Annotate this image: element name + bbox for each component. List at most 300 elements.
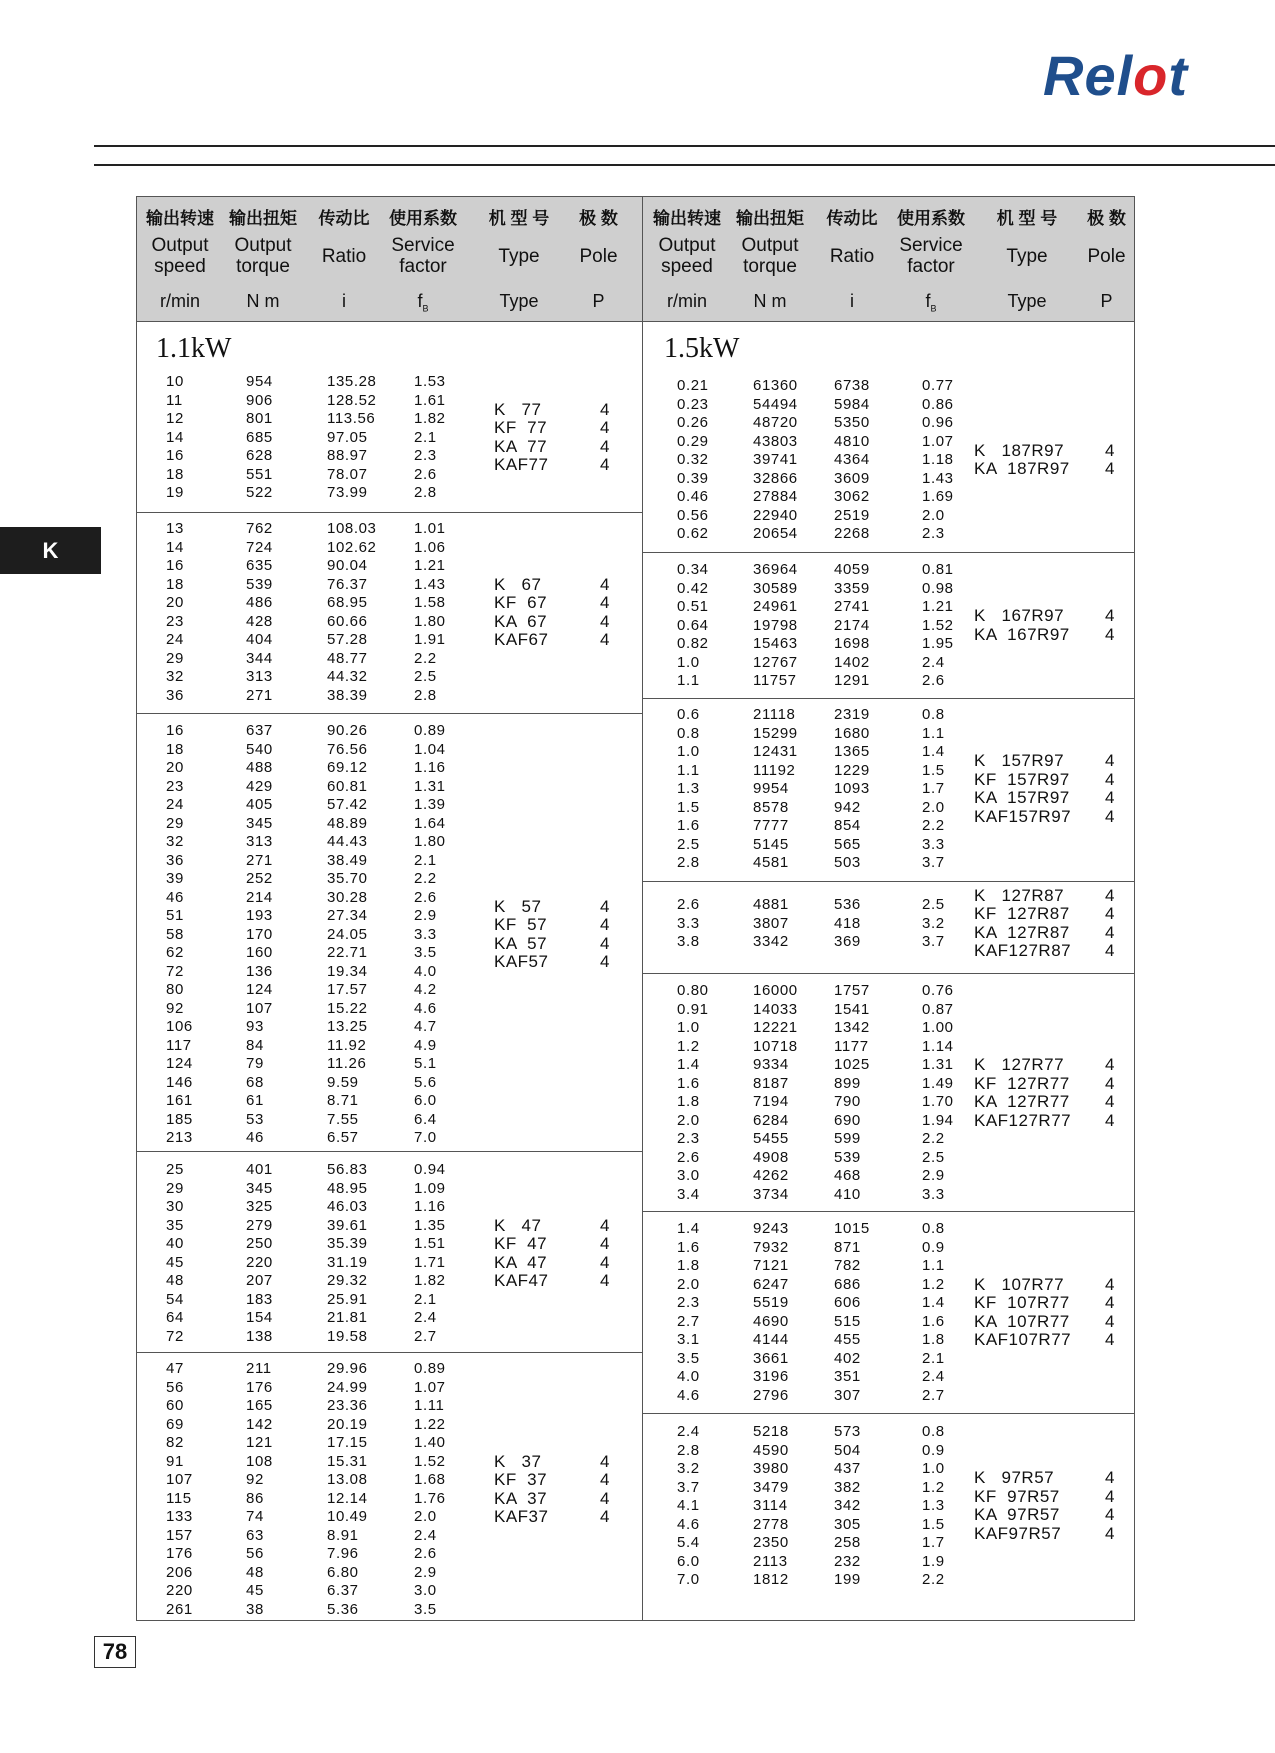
left-g3-row1-col0: 29 <box>166 1179 184 1197</box>
header-en-right-5: Pole <box>1087 246 1126 267</box>
right-g6-row3-col2: 382 <box>834 1478 861 1496</box>
left-g4-row6-col3: 1.68 <box>414 1471 446 1488</box>
right-g4-pole-1: 4 <box>1105 1073 1115 1093</box>
header-en-left-5: Pole <box>579 246 618 267</box>
right-g2-row6-col0: 1.6 <box>677 817 700 834</box>
right-g4-row11-col2: 410 <box>834 1185 861 1203</box>
right-g4-row1-col2: 1541 <box>834 1000 870 1018</box>
left-g2-row17-col2: 11.92 <box>327 1036 367 1054</box>
right-g5-row6-col0: 3.1 <box>677 1331 700 1348</box>
left-g2-row1-col2: 76.56 <box>327 740 368 758</box>
left-g4-row9-col1: 63 <box>246 1526 264 1544</box>
header-cn-left-3: 使用系数 <box>389 209 457 228</box>
left-g2-row7-col3: 2.1 <box>414 851 437 869</box>
right-g2-pole-1: 4 <box>1105 769 1115 789</box>
left-g1-row3-col0: 18 <box>166 575 184 593</box>
right-g2-type-0: K 157R97 <box>974 751 1065 771</box>
left-g4-row8-col1: 74 <box>246 1508 264 1525</box>
left-g2-row16-col2: 13.25 <box>327 1018 368 1035</box>
left-g2-row22-col3: 7.0 <box>414 1129 437 1146</box>
left-g4-row8-col3: 2.0 <box>414 1508 437 1525</box>
left-g2-row2-col0: 20 <box>166 759 184 776</box>
right-g0-row2-col1: 48720 <box>753 414 798 431</box>
right-g4-row11-col1: 3734 <box>753 1185 789 1203</box>
left-g2-row11-col0: 58 <box>166 925 184 943</box>
left-g4-row5-col3: 1.52 <box>414 1452 446 1470</box>
right-g3-pole-2: 4 <box>1105 922 1115 942</box>
left-g1-pole-0: 4 <box>600 574 610 594</box>
left-g3-row9-col3: 2.7 <box>414 1327 437 1345</box>
right-g1-row0-col3: 0.81 <box>922 561 954 578</box>
right-g3-row2-col2: 369 <box>834 933 861 950</box>
left-g2-row5-col1: 345 <box>246 814 273 832</box>
left-g3-row4-col2: 35.39 <box>327 1235 368 1252</box>
left-g4-row9-col0: 157 <box>166 1526 193 1544</box>
right-g0-row2-col2: 5350 <box>834 414 870 431</box>
left-g1-row5-col2: 60.66 <box>327 612 368 630</box>
right-group-separator-0 <box>643 552 1134 553</box>
left-g2-row20-col0: 161 <box>166 1092 193 1109</box>
right-g0-row6-col1: 27884 <box>753 488 798 505</box>
right-g1-row3-col1: 19798 <box>753 616 798 634</box>
right-g4-row3-col1: 10718 <box>753 1037 798 1055</box>
right-g1-row2-col2: 2741 <box>834 598 870 615</box>
right-g4-row8-col1: 5455 <box>753 1130 789 1147</box>
right-g0-row6-col2: 3062 <box>834 488 870 505</box>
right-g6-row2-col3: 1.0 <box>922 1460 945 1477</box>
left-g4-row9-col3: 2.4 <box>414 1526 437 1544</box>
left-g3-row3-col0: 35 <box>166 1216 184 1234</box>
left-g2-type-3: KAF57 <box>494 952 549 972</box>
right-g5-row5-col1: 4690 <box>753 1312 789 1330</box>
right-g4-row5-col3: 1.49 <box>922 1074 954 1092</box>
left-g1-row6-col1: 404 <box>246 631 273 648</box>
right-g0-pole-0: 4 <box>1105 440 1115 460</box>
left-g4-type-1: KF 37 <box>494 1470 548 1489</box>
right-g1-row2-col0: 0.51 <box>677 598 709 615</box>
right-g2-row8-col3: 3.7 <box>922 854 945 871</box>
right-g2-row3-col3: 1.5 <box>922 761 945 779</box>
left-g2-row18-col3: 5.1 <box>414 1055 437 1072</box>
right-g4-type-0: K 127R77 <box>974 1055 1065 1074</box>
left-g1-row2-col1: 635 <box>246 557 273 574</box>
right-g2-row2-col1: 12431 <box>753 743 798 760</box>
header-en-left-2: Ratio <box>321 246 367 267</box>
left-g2-row21-col2: 7.55 <box>327 1110 359 1128</box>
right-g5-row1-col3: 0.9 <box>922 1238 945 1256</box>
left-g1-row5-col0: 23 <box>166 612 184 630</box>
right-g6-row1-col2: 504 <box>834 1441 861 1459</box>
left-g2-row9-col3: 2.6 <box>414 888 437 906</box>
right-g2-row2-col0: 1.0 <box>677 743 700 760</box>
right-g6-row4-col0: 4.1 <box>677 1497 700 1514</box>
right-group-separator-4 <box>643 1211 1134 1212</box>
left-g1-row8-col1: 313 <box>246 668 273 685</box>
left-g2-row9-col0: 46 <box>166 888 184 906</box>
header-en-left-3: Service factor <box>391 235 455 277</box>
header-en-right-1: Output torque <box>741 235 799 277</box>
right-g3-pole-1: 4 <box>1105 904 1115 924</box>
left-g2-row7-col2: 38.49 <box>327 851 368 869</box>
left-g4-row11-col0: 206 <box>166 1563 193 1581</box>
header-en-left-4: Type <box>498 246 540 267</box>
left-g3-row5-col2: 31.19 <box>327 1253 368 1271</box>
right-g4-row3-col0: 1.2 <box>677 1037 700 1055</box>
header-sym-right-4: Type <box>1007 291 1047 311</box>
right-g1-row5-col3: 2.4 <box>922 653 945 671</box>
right-g2-row5-col2: 942 <box>834 798 861 816</box>
right-g4-row7-col1: 6284 <box>753 1111 789 1129</box>
right-g5-row4-col3: 1.4 <box>922 1294 945 1311</box>
left-g2-row18-col0: 124 <box>166 1055 193 1072</box>
right-g5-row8-col0: 4.0 <box>677 1368 700 1385</box>
right-g0-row3-col1: 43803 <box>753 432 798 450</box>
left-g2-row16-col3: 4.7 <box>414 1018 437 1035</box>
right-g5-row7-col3: 2.1 <box>922 1349 945 1367</box>
table-divider <box>642 197 643 1620</box>
left-g0-row3-col3: 2.1 <box>414 428 437 446</box>
top-rule-2 <box>94 164 1275 166</box>
right-g5-row5-col0: 2.7 <box>677 1312 700 1330</box>
left-g1-row6-col3: 1.91 <box>414 631 446 648</box>
left-g1-row6-col0: 24 <box>166 631 184 648</box>
right-g1-row3-col2: 2174 <box>834 616 870 634</box>
left-g3-pole-2: 4 <box>600 1252 610 1272</box>
left-g4-row0-col2: 29.96 <box>327 1360 368 1377</box>
left-g0-row1-col0: 11 <box>166 391 183 409</box>
left-g1-row7-col0: 29 <box>166 649 184 667</box>
left-g2-row3-col3: 1.31 <box>414 777 446 795</box>
right-g1-row4-col2: 1698 <box>834 635 870 652</box>
left-g4-row1-col0: 56 <box>166 1378 184 1396</box>
left-g4-row10-col3: 2.6 <box>414 1545 437 1562</box>
header-en-left-1: Output torque <box>234 235 292 277</box>
right-g2-row7-col1: 5145 <box>753 835 789 853</box>
right-g6-pole-1: 4 <box>1105 1486 1115 1506</box>
right-g6-row7-col3: 1.9 <box>922 1552 945 1570</box>
right-g1-row3-col3: 1.52 <box>922 616 954 634</box>
left-g4-row7-col3: 1.76 <box>414 1489 446 1507</box>
left-g1-pole-3: 4 <box>600 630 610 649</box>
left-g2-row0-col1: 637 <box>246 722 273 739</box>
header-sym-right-0: r/min <box>667 291 707 311</box>
left-g0-row2-col1: 801 <box>246 410 273 427</box>
right-g3-pole-3: 4 <box>1105 941 1115 961</box>
right-g2-row6-col2: 854 <box>834 817 861 834</box>
left-g2-row20-col2: 8.71 <box>327 1092 359 1109</box>
right-g5-row8-col1: 3196 <box>753 1368 789 1385</box>
left-g2-row14-col1: 124 <box>246 981 273 998</box>
right-g4-row8-col2: 599 <box>834 1130 861 1147</box>
right-g5-row2-col2: 782 <box>834 1257 861 1274</box>
left-g2-row2-col3: 1.16 <box>414 759 446 776</box>
left-g1-row6-col2: 57.28 <box>327 631 368 648</box>
left-g3-row8-col2: 21.81 <box>327 1309 368 1326</box>
left-g0-row3-col1: 685 <box>246 428 273 446</box>
left-g1-row2-col3: 1.21 <box>414 557 446 574</box>
right-g4-row6-col0: 1.8 <box>677 1093 700 1110</box>
left-g3-row3-col1: 279 <box>246 1216 273 1234</box>
left-g4-type-2: KA 37 <box>494 1488 548 1508</box>
header-cn-right-2: 传动比 <box>826 209 878 228</box>
right-g4-row1-col0: 0.91 <box>677 1000 709 1018</box>
right-g0-row8-col2: 2268 <box>834 525 870 542</box>
left-g0-pole-2: 4 <box>600 436 610 456</box>
right-g2-row2-col2: 1365 <box>834 743 870 760</box>
left-g3-row8-col1: 154 <box>246 1309 273 1326</box>
right-g0-row5-col2: 3609 <box>834 469 870 487</box>
right-g2-row0-col2: 2319 <box>834 706 870 723</box>
right-g1-row1-col1: 30589 <box>753 579 798 597</box>
left-g2-row12-col0: 62 <box>166 944 184 961</box>
left-g4-pole-0: 4 <box>600 1451 610 1471</box>
left-g3-row1-col1: 345 <box>246 1179 273 1197</box>
left-g4-row6-col1: 92 <box>246 1471 264 1488</box>
left-g2-row4-col1: 405 <box>246 796 273 813</box>
right-g2-type-3: KAF157R97 <box>974 806 1072 826</box>
right-g2-row0-col1: 21118 <box>753 706 796 723</box>
right-g2-row5-col1: 8578 <box>753 798 789 816</box>
left-g1-type-0: K 67 <box>494 574 542 594</box>
right-g2-row4-col0: 1.3 <box>677 780 700 797</box>
right-g5-row1-col1: 7932 <box>753 1238 789 1256</box>
right-g6-row2-col1: 3980 <box>753 1460 789 1477</box>
left-g2-row0-col2: 90.26 <box>327 722 368 739</box>
right-g1-row2-col1: 24961 <box>753 598 798 615</box>
right-g0-row2-col0: 0.26 <box>677 414 709 431</box>
left-g2-row7-col0: 36 <box>166 851 184 869</box>
left-g2-row12-col1: 160 <box>246 944 273 961</box>
left-g4-row9-col2: 8.91 <box>327 1526 359 1544</box>
right-g4-row4-col1: 9334 <box>753 1056 789 1073</box>
left-g2-row19-col0: 146 <box>166 1073 193 1091</box>
right-group-separator-3 <box>643 973 1134 974</box>
right-g5-row3-col0: 2.0 <box>677 1275 700 1293</box>
left-g2-row13-col0: 72 <box>166 962 184 980</box>
left-g2-row10-col2: 27.34 <box>327 907 368 924</box>
right-g0-type-0: K 187R97 <box>974 440 1065 460</box>
right-g4-pole-0: 4 <box>1105 1055 1115 1074</box>
left-g4-row3-col3: 1.22 <box>414 1415 446 1433</box>
left-g2-row4-col0: 24 <box>166 796 184 813</box>
right-g3-type-1: KF 127R87 <box>974 904 1070 924</box>
right-g0-row5-col0: 0.39 <box>677 469 709 487</box>
right-g5-type-3: KAF107R77 <box>974 1330 1072 1349</box>
left-g3-row5-col0: 45 <box>166 1253 184 1271</box>
left-g2-row12-col2: 22.71 <box>327 944 368 961</box>
header-cn-left-5: 极 数 <box>579 209 618 228</box>
left-g3-row3-col2: 39.61 <box>327 1216 368 1234</box>
right-g4-row11-col0: 3.4 <box>677 1185 700 1203</box>
left-g2-row1-col1: 540 <box>246 740 273 758</box>
right-g6-row4-col3: 1.3 <box>922 1497 945 1514</box>
right-g4-pole-3: 4 <box>1105 1110 1115 1130</box>
right-g4-type-3: KAF127R77 <box>974 1110 1072 1130</box>
right-g1-row4-col1: 15463 <box>753 635 798 652</box>
left-g2-row11-col1: 170 <box>246 925 273 943</box>
left-g1-row3-col2: 76.37 <box>327 575 368 593</box>
left-g1-row9-col1: 271 <box>246 686 273 704</box>
right-g0-row4-col3: 1.18 <box>922 451 954 468</box>
left-g0-row2-col2: 113.56 <box>327 410 376 427</box>
left-g3-row2-col1: 325 <box>246 1198 273 1215</box>
right-g4-row5-col1: 8187 <box>753 1074 789 1092</box>
left-g0-pole-0: 4 <box>600 399 610 419</box>
header-cn-right-1: 输出扭矩 <box>736 209 804 228</box>
right-g2-row4-col3: 1.7 <box>922 780 945 797</box>
left-g2-row1-col3: 1.04 <box>414 740 446 758</box>
right-g5-row1-col0: 1.6 <box>677 1238 700 1256</box>
header-cn-left-2: 传动比 <box>318 209 370 228</box>
right-g6-row5-col1: 2778 <box>753 1515 789 1533</box>
right-g4-row5-col2: 899 <box>834 1074 861 1092</box>
left-g2-pole-1: 4 <box>600 915 610 935</box>
right-g1-type-1: KA 167R97 <box>974 624 1070 644</box>
right-g5-row5-col2: 515 <box>834 1312 861 1330</box>
right-g5-row1-col2: 871 <box>834 1238 861 1256</box>
left-g4-row7-col0: 115 <box>166 1489 192 1507</box>
header-sym-right-5: P <box>1100 291 1113 311</box>
right-g0-pole-1: 4 <box>1105 459 1115 479</box>
left-g2-row13-col2: 19.34 <box>327 962 368 980</box>
right-g6-pole-3: 4 <box>1105 1523 1115 1543</box>
left-g4-row4-col0: 82 <box>166 1434 184 1451</box>
right-g0-row5-col1: 32866 <box>753 469 798 487</box>
right-g0-row3-col2: 4810 <box>834 432 870 450</box>
header-en-left-0: Output speed <box>151 235 209 277</box>
right-g5-row9-col1: 2796 <box>753 1386 789 1404</box>
left-g2-row8-col3: 2.2 <box>414 870 437 887</box>
right-g2-row6-col1: 7777 <box>753 817 789 834</box>
right-g2-row1-col3: 1.1 <box>922 724 945 742</box>
right-g6-row1-col3: 0.9 <box>922 1441 945 1459</box>
left-g0-row4-col1: 628 <box>246 447 273 464</box>
left-g3-pole-0: 4 <box>600 1215 610 1235</box>
right-g5-row7-col2: 402 <box>834 1349 861 1367</box>
left-g2-row15-col2: 15.22 <box>327 999 368 1017</box>
right-g0-row1-col3: 0.86 <box>922 395 954 413</box>
left-g0-type-0: K 77 <box>494 399 542 419</box>
right-g3-type-0: K 127R87 <box>974 885 1065 905</box>
left-g4-pole-1: 4 <box>600 1470 610 1489</box>
right-g2-row1-col0: 0.8 <box>677 724 700 742</box>
left-g1-type-3: KAF67 <box>494 630 549 649</box>
right-g0-row1-col2: 5984 <box>834 395 870 413</box>
left-g3-type-3: KAF47 <box>494 1271 549 1290</box>
right-g1-row4-col0: 0.82 <box>677 635 709 652</box>
left-g3-pole-1: 4 <box>600 1234 610 1253</box>
right-g0-row7-col1: 22940 <box>753 506 798 524</box>
right-g0-row4-col1: 39741 <box>753 451 798 468</box>
right-g5-pole-1: 4 <box>1105 1293 1115 1312</box>
left-g2-row19-col3: 5.6 <box>414 1073 437 1091</box>
left-g4-row3-col1: 142 <box>246 1415 273 1433</box>
left-g4-row1-col2: 24.99 <box>327 1378 368 1396</box>
right-g6-row4-col1: 3114 <box>753 1497 788 1514</box>
right-g5-type-2: KA 107R77 <box>974 1311 1070 1331</box>
left-g1-row3-col3: 1.43 <box>414 575 446 593</box>
right-g6-row8-col3: 2.2 <box>922 1571 945 1588</box>
left-g2-row2-col2: 69.12 <box>327 759 368 776</box>
left-g4-row2-col3: 1.11 <box>414 1397 445 1414</box>
left-g2-row13-col3: 4.0 <box>414 962 437 980</box>
power-rating-right: 1.5kW <box>664 333 740 364</box>
right-g5-row7-col0: 3.5 <box>677 1349 700 1367</box>
right-g0-row2-col3: 0.96 <box>922 414 954 431</box>
left-g4-row2-col2: 23.36 <box>327 1397 368 1414</box>
left-g2-row2-col1: 488 <box>246 759 273 776</box>
right-g3-row0-col3: 2.5 <box>922 896 945 913</box>
left-g3-row6-col1: 207 <box>246 1272 273 1289</box>
right-g5-row6-col3: 1.8 <box>922 1331 945 1348</box>
right-g0-row3-col3: 1.07 <box>922 432 954 450</box>
left-g4-row12-col3: 3.0 <box>414 1582 437 1599</box>
right-g0-row7-col0: 0.56 <box>677 506 709 524</box>
left-g1-pole-2: 4 <box>600 611 610 631</box>
left-g2-row5-col2: 48.89 <box>327 814 368 832</box>
right-g6-type-0: K 97R57 <box>974 1468 1055 1488</box>
power-rating-left: 1.1kW <box>156 333 232 364</box>
right-g2-row8-col0: 2.8 <box>677 854 700 871</box>
right-g6-row6-col3: 1.7 <box>922 1534 945 1551</box>
right-g6-pole-0: 4 <box>1105 1468 1115 1488</box>
right-g3-row0-col2: 536 <box>834 896 861 913</box>
left-g2-row11-col2: 24.05 <box>327 925 368 943</box>
left-g2-row15-col1: 107 <box>246 999 273 1017</box>
right-g4-row4-col3: 1.31 <box>922 1056 954 1073</box>
left-g3-row9-col2: 19.58 <box>327 1327 368 1345</box>
left-g0-row3-col0: 14 <box>166 428 184 446</box>
left-g4-row8-col2: 10.49 <box>327 1508 368 1525</box>
right-g4-row4-col0: 1.4 <box>677 1056 700 1073</box>
header-cn-right-0: 输出转速 <box>653 209 721 228</box>
top-rule <box>94 145 1275 147</box>
left-g0-row4-col3: 2.3 <box>414 447 437 464</box>
left-g4-row13-col0: 261 <box>166 1600 193 1618</box>
left-g3-row1-col2: 48.95 <box>327 1179 368 1197</box>
left-g1-type-1: KF 67 <box>494 593 548 612</box>
right-g3-row2-col1: 3342 <box>753 933 789 950</box>
left-g4-type-0: K 37 <box>494 1451 542 1471</box>
left-g4-row5-col2: 15.31 <box>327 1452 368 1470</box>
right-g1-row5-col1: 12767 <box>753 653 798 671</box>
left-g3-row5-col3: 1.71 <box>414 1253 446 1271</box>
right-g6-row0-col0: 2.4 <box>677 1423 700 1440</box>
right-g6-row0-col2: 573 <box>834 1423 861 1440</box>
left-g2-type-2: KA 57 <box>494 933 548 953</box>
right-g6-row8-col2: 199 <box>834 1571 861 1588</box>
right-g5-row6-col2: 455 <box>834 1331 861 1348</box>
left-g4-row10-col1: 56 <box>246 1545 264 1562</box>
left-g2-row4-col3: 1.39 <box>414 796 446 813</box>
left-g2-row3-col2: 60.81 <box>327 777 368 795</box>
left-g2-row13-col1: 136 <box>246 962 273 980</box>
left-g3-row8-col3: 2.4 <box>414 1309 437 1326</box>
right-g6-row6-col1: 2350 <box>753 1534 789 1551</box>
left-g1-row0-col3: 1.01 <box>414 520 446 537</box>
left-g2-row20-col3: 6.0 <box>414 1092 437 1109</box>
left-g4-row11-col2: 6.80 <box>327 1563 359 1581</box>
left-g4-type-3: KAF37 <box>494 1507 549 1526</box>
left-g4-row11-col1: 48 <box>246 1563 264 1581</box>
right-g5-row8-col3: 2.4 <box>922 1368 945 1385</box>
right-g3-row1-col2: 418 <box>834 914 861 932</box>
right-g0-row8-col1: 20654 <box>753 525 798 542</box>
right-g1-row6-col2: 1291 <box>834 672 870 689</box>
right-g4-type-2: KA 127R77 <box>974 1092 1070 1111</box>
left-g0-row6-col0: 19 <box>166 484 184 501</box>
right-g6-row2-col0: 3.2 <box>677 1460 700 1477</box>
